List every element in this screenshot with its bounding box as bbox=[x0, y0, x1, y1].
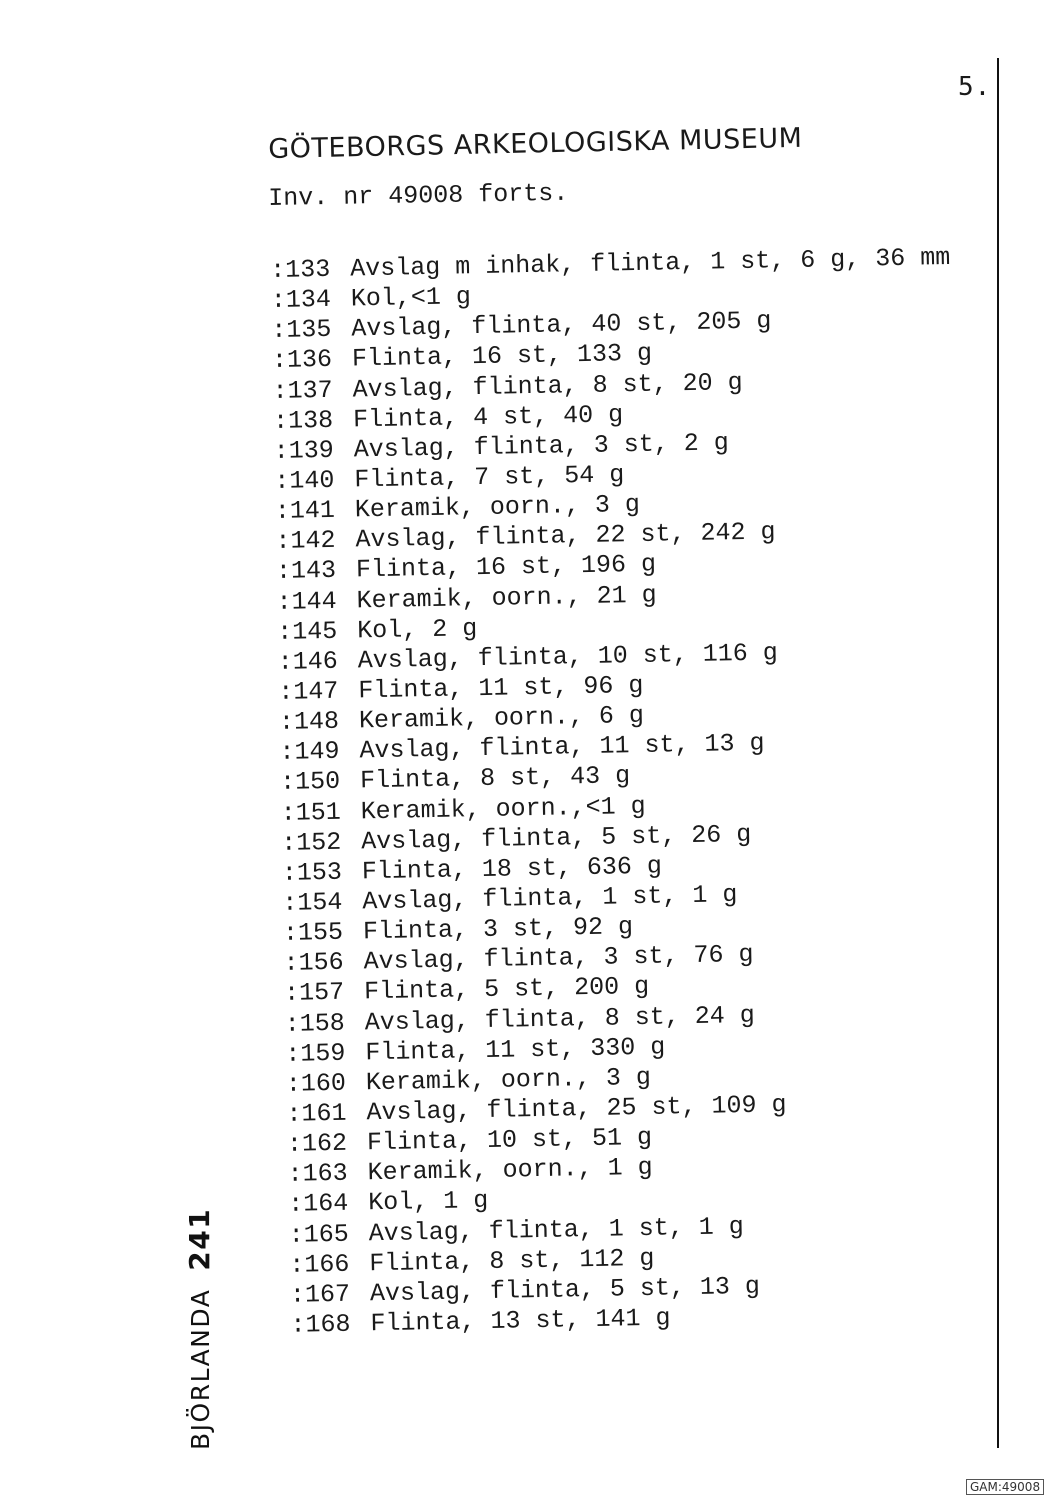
entry-list bbox=[270, 242, 1031, 1341]
entry-text: Flinta, 8 st, 43 g bbox=[359, 761, 631, 796]
entry-text: Avslag, flinta, 1 st, 1 g bbox=[362, 880, 738, 917]
entry-text: Avslag, flinta, 40 st, 205 g bbox=[351, 306, 772, 344]
entry-text: Flinta, 5 st, 200 g bbox=[363, 972, 650, 1007]
entry-number: :163 bbox=[287, 1158, 348, 1190]
entry-number: :151 bbox=[280, 797, 341, 828]
entry-number: :147 bbox=[278, 676, 339, 707]
entry-text: Flinta, 13 st, 141 g bbox=[370, 1303, 671, 1339]
entry-text: Avslag m inhak, flinta, 1 st, 6 g, 36 mm bbox=[349, 242, 951, 284]
page-number: 5. bbox=[958, 72, 992, 102]
entry-number: :146 bbox=[277, 646, 339, 677]
entry-text: Flinta, 18 st, 636 g bbox=[361, 851, 663, 887]
entry-text: Flinta, 7 st, 54 g bbox=[354, 460, 625, 495]
entry-text: Keramik, oorn., 1 g bbox=[367, 1153, 653, 1188]
entry-number: :165 bbox=[288, 1219, 350, 1250]
entry-number: :148 bbox=[278, 706, 340, 738]
entry-number: :168 bbox=[290, 1309, 351, 1340]
entry-text: Avslag, flinta, 25 st, 109 g bbox=[366, 1090, 787, 1128]
entry-number: :162 bbox=[286, 1128, 348, 1159]
museum-title: GÖTEBORGS ARKEOLOGISKA MUSEUM bbox=[268, 122, 803, 165]
entry-number: :158 bbox=[284, 1008, 346, 1039]
entry-number: :143 bbox=[275, 556, 337, 587]
entry-number: :145 bbox=[276, 616, 338, 647]
entry-text: Kol,<1 g bbox=[350, 282, 472, 314]
entry-number: :141 bbox=[274, 495, 336, 527]
entry-number: :156 bbox=[283, 947, 344, 979]
entry-text: Avslag, flinta, 5 st, 26 g bbox=[360, 819, 752, 857]
entry-text: Avslag, flinta, 3 st, 2 g bbox=[353, 428, 730, 465]
entry-text: Flinta, 4 st, 40 g bbox=[352, 399, 624, 435]
inventory-number: Inv. nr 49008 forts. bbox=[268, 178, 569, 213]
site-stamp-name: BJÖRLANDA bbox=[186, 1288, 215, 1450]
entry-text: Flinta, 16 st, 196 g bbox=[355, 550, 657, 585]
entry-number: :134 bbox=[270, 284, 332, 316]
entry-text: Flinta, 11 st, 330 g bbox=[365, 1032, 666, 1067]
entry-number: :164 bbox=[287, 1189, 349, 1220]
entry-text: Flinta, 16 st, 133 g bbox=[351, 339, 653, 374]
site-stamp-number: 241 bbox=[183, 1207, 216, 1271]
entry-number: :139 bbox=[273, 435, 335, 466]
entry-text: Avslag, flinta, 3 st, 76 g bbox=[363, 940, 754, 977]
entry-text: Flinta, 3 st, 92 g bbox=[362, 912, 634, 947]
entry-text: Avslag, flinta, 1 st, 1 g bbox=[368, 1211, 745, 1248]
entry-number: :153 bbox=[281, 857, 343, 888]
entry-text: Kol, 1 g bbox=[367, 1186, 489, 1218]
entry-number: :140 bbox=[274, 465, 335, 496]
entry-number: :137 bbox=[272, 375, 333, 406]
entry-text: Keramik, oorn., 3 g bbox=[354, 490, 641, 525]
entry-number: :142 bbox=[275, 526, 336, 557]
entry-text: Keramik, oorn., 6 g bbox=[358, 701, 645, 736]
entry-text: Flinta, 8 st, 112 g bbox=[369, 1243, 655, 1278]
entry-text: Avslag, flinta, 8 st, 20 g bbox=[352, 367, 743, 404]
entry-number: :136 bbox=[271, 345, 333, 376]
site-stamp bbox=[183, 1208, 216, 1450]
entry-number: :135 bbox=[271, 315, 332, 346]
entry-text: Keramik, oorn., 21 g bbox=[356, 580, 657, 615]
entry-number: :159 bbox=[285, 1038, 346, 1069]
entry-number: :133 bbox=[270, 254, 331, 285]
entry-number: :154 bbox=[282, 887, 343, 918]
entry-number: :144 bbox=[276, 586, 337, 617]
entry-text: Avslag, flinta, 11 st, 13 g bbox=[359, 728, 765, 766]
entry-text: Avslag, flinta, 22 st, 242 g bbox=[355, 517, 776, 555]
entry-number: :161 bbox=[286, 1098, 347, 1129]
entry-number: :166 bbox=[289, 1249, 350, 1280]
entry-text: Keramik, oorn., 3 g bbox=[365, 1062, 652, 1098]
entry-number: :152 bbox=[280, 827, 342, 858]
entry-text: Avslag, flinta, 8 st, 24 g bbox=[364, 1000, 756, 1037]
entry-text: Flinta, 11 st, 96 g bbox=[358, 670, 644, 706]
entry-text: Keramik, oorn.,<1 g bbox=[360, 791, 646, 826]
archive-label: GAM:49008 bbox=[966, 1479, 1044, 1495]
entry-text: Avslag, flinta, 10 st, 116 g bbox=[357, 638, 779, 676]
entry-number: :167 bbox=[289, 1279, 351, 1310]
entry-text: Avslag, flinta, 5 st, 13 g bbox=[369, 1271, 761, 1309]
entry-number: :138 bbox=[272, 405, 334, 436]
entry-number: :157 bbox=[283, 978, 345, 1009]
entry-text: Flinta, 10 st, 51 g bbox=[366, 1122, 653, 1158]
entry-number: :150 bbox=[279, 767, 341, 798]
entry-text: Kol, 2 g bbox=[356, 613, 478, 646]
entry-number: :149 bbox=[279, 737, 340, 768]
entry-number: :155 bbox=[282, 917, 344, 948]
entry-number: :160 bbox=[285, 1068, 347, 1099]
